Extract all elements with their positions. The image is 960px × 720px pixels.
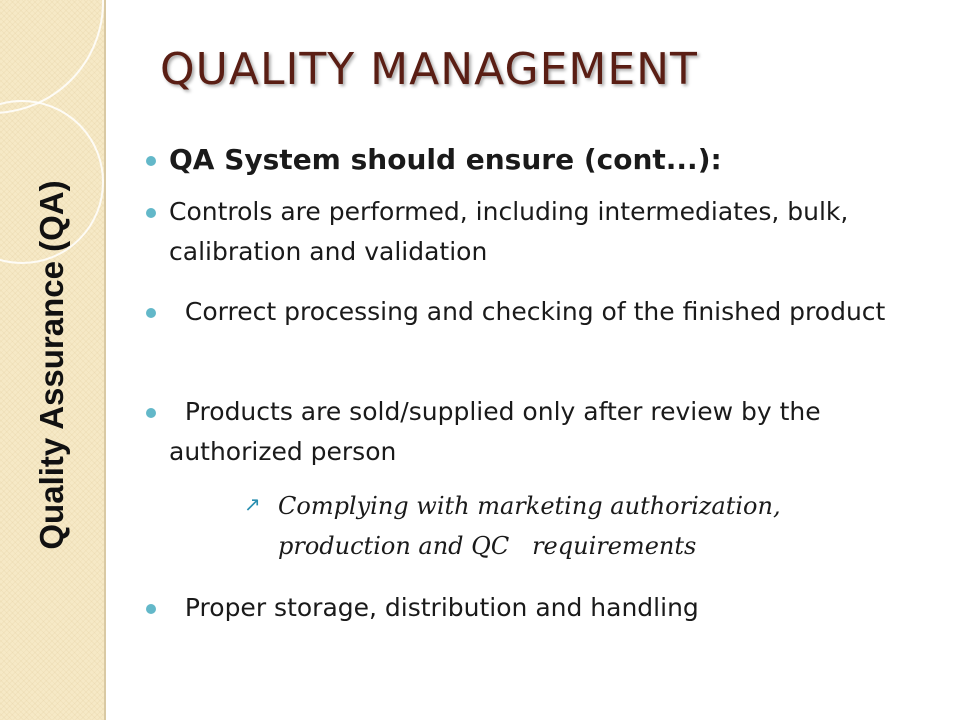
- list-item-text: QA System should ensure (cont...):: [169, 143, 722, 176]
- list-item-text: Controls are performed, including intermediates, bulk, calibration and validation: [169, 197, 849, 266]
- sidebar-panel: [0, 0, 106, 720]
- sidebar-vertical-title: Quality Assurance (QA): [33, 180, 70, 550]
- list-item-text: Proper storage, distribution and handling: [169, 593, 699, 622]
- bullet-dot-icon: [146, 208, 156, 218]
- bullet-dot-icon: [146, 308, 156, 318]
- sub-list-item-text: Complying with marketing authorization, production and QC requirements: [278, 492, 789, 560]
- slide-title: QUALITY MANAGEMENT: [160, 44, 698, 95]
- list-item-text: Correct processing and checking of the finished product: [169, 297, 886, 326]
- decorative-arc: [0, 0, 104, 114]
- bullet-dot-icon: [146, 408, 156, 418]
- bullet-dot-icon: [146, 156, 156, 166]
- bullet-dot-icon: [146, 604, 156, 614]
- list-item-text: Products are sold/supplied only after review by the authorized person: [169, 397, 829, 466]
- arrow-up-right-icon: ↗: [244, 492, 261, 516]
